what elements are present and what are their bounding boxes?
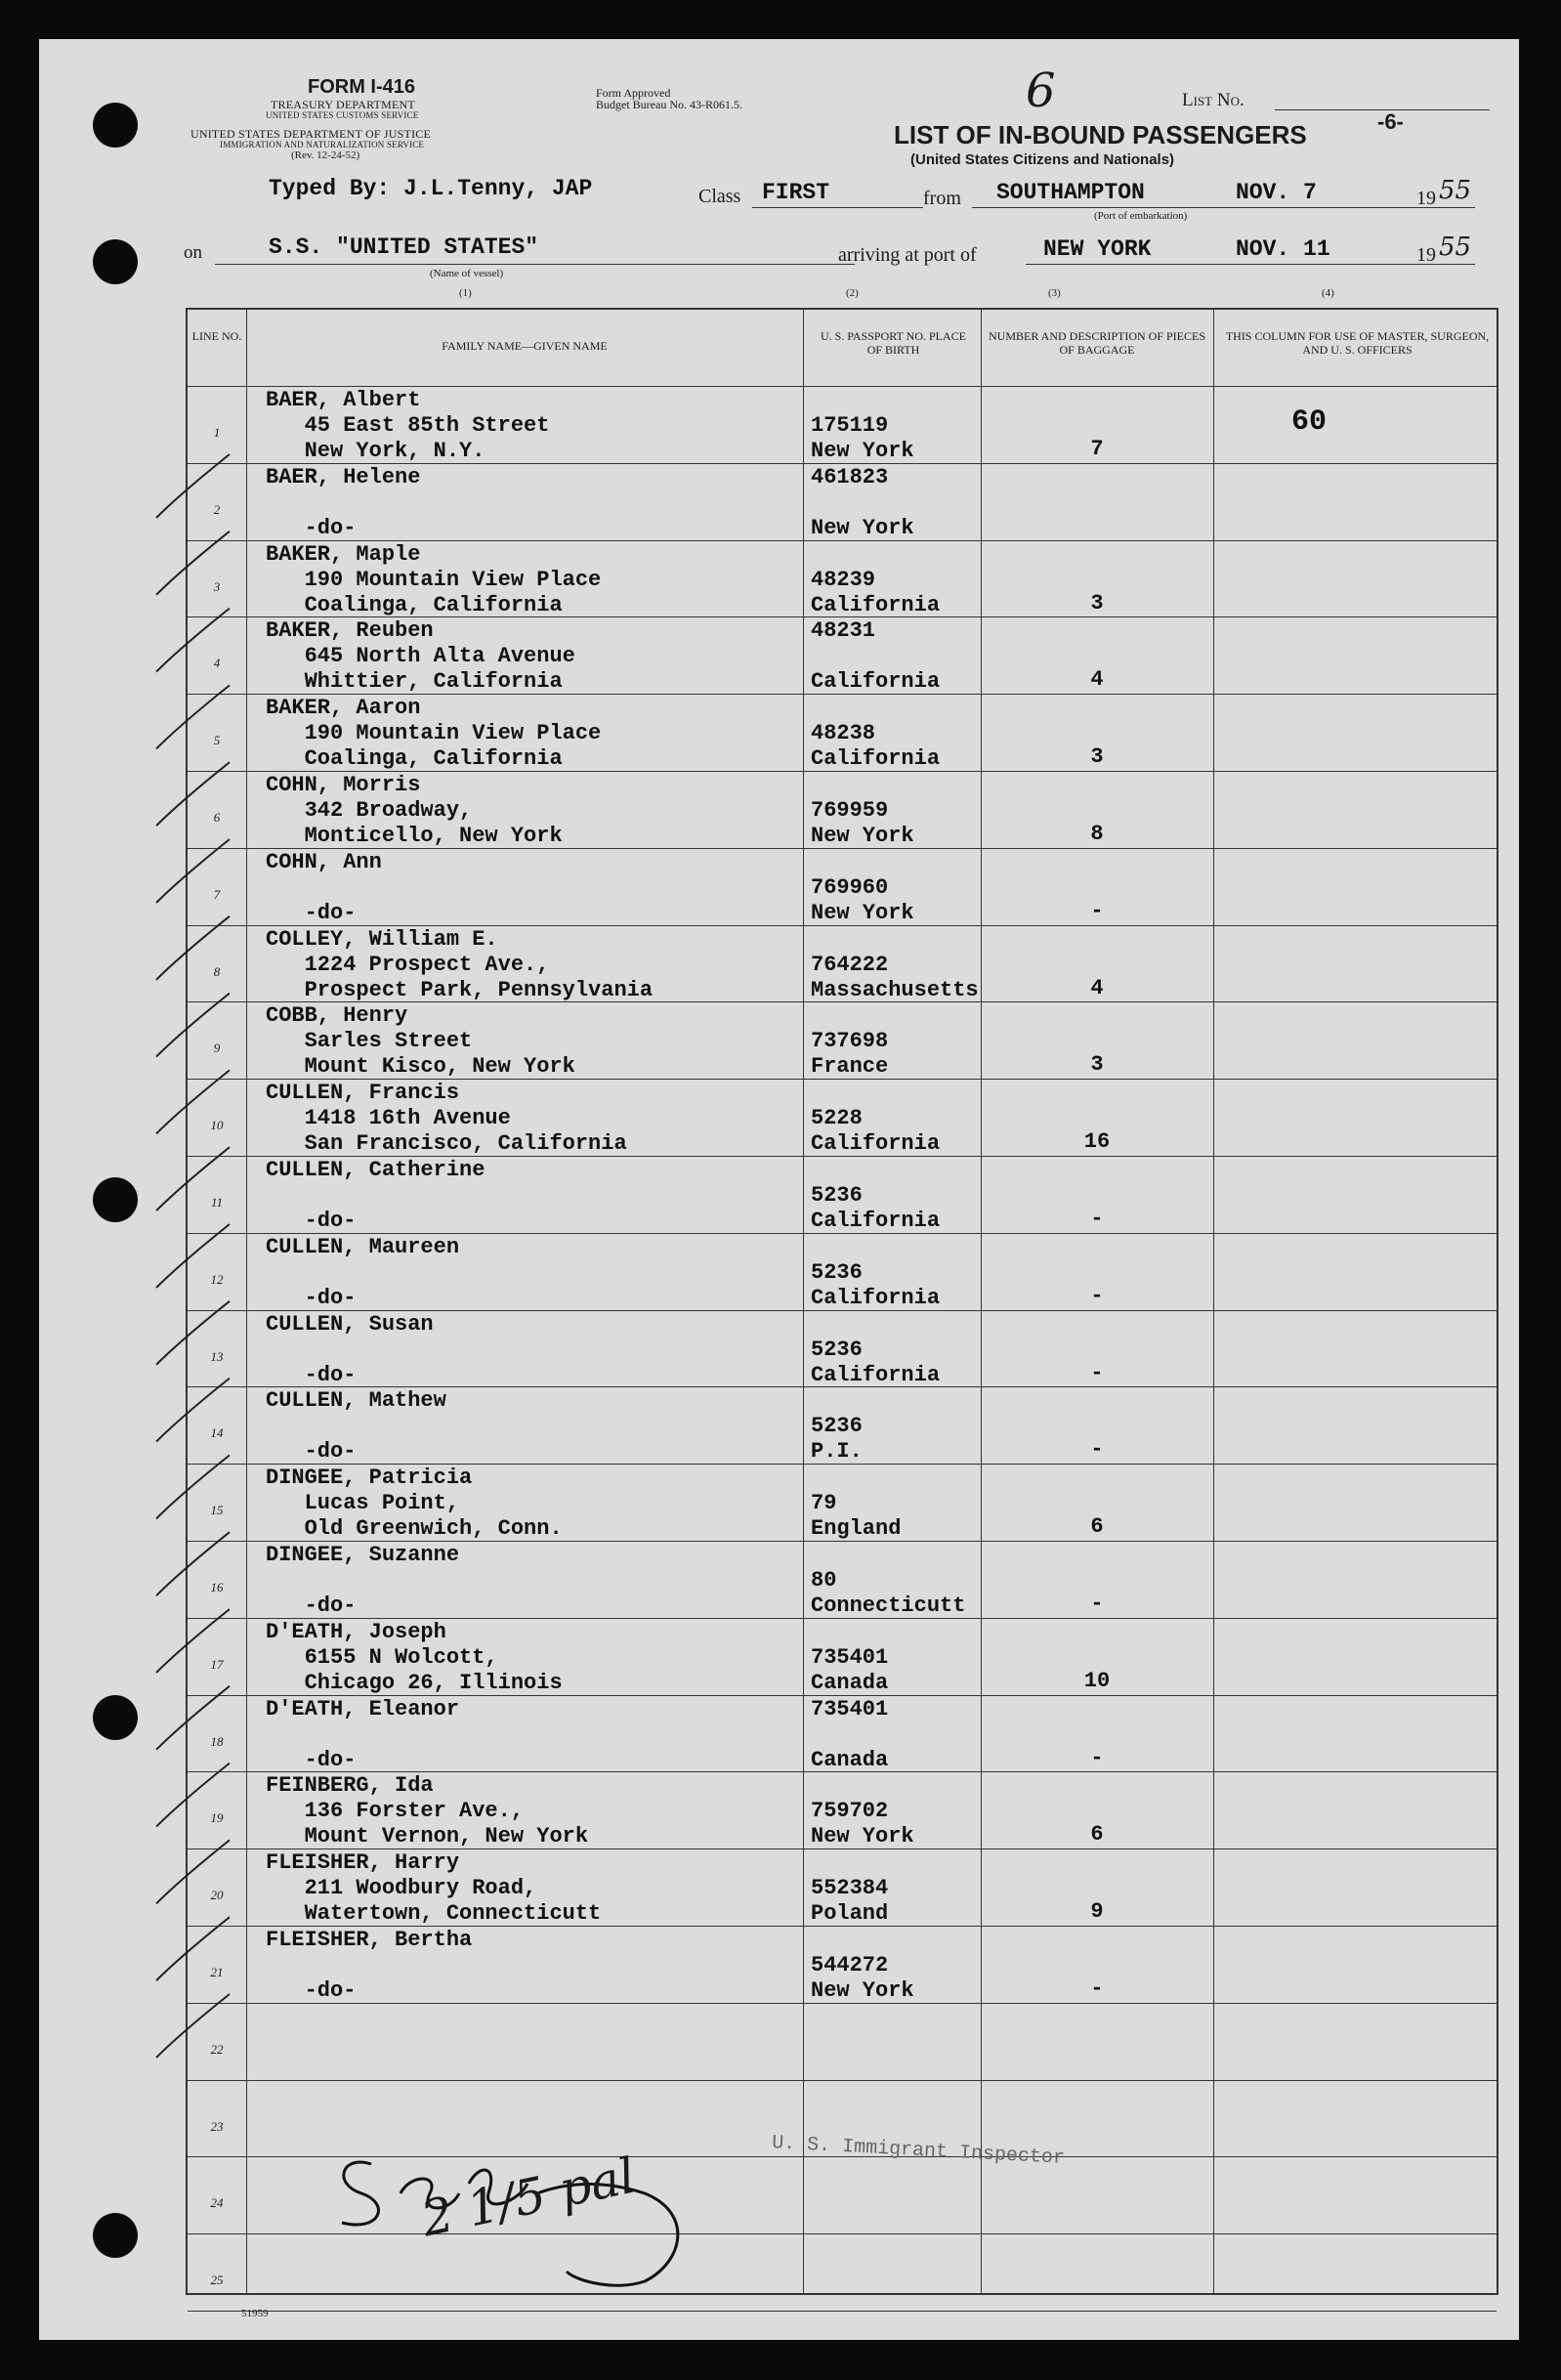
check-mark bbox=[156, 1609, 230, 1673]
inspector-stamp: U. S. Immigrant Inspector bbox=[771, 2132, 1066, 2170]
passenger-name: FLEISHER, Bertha -do- bbox=[266, 1928, 473, 2003]
arrival-port: NEW YORK bbox=[1043, 236, 1152, 262]
list-number-label: List No. bbox=[1182, 90, 1245, 110]
check-mark bbox=[156, 1379, 230, 1442]
vessel-label: (Name of vessel) bbox=[430, 268, 504, 279]
passenger-name: CULLEN, Maureen -do- bbox=[266, 1234, 460, 1310]
passport-birthplace: 759702 New York bbox=[811, 1799, 914, 1849]
passport-birthplace: 80 Connecticutt bbox=[811, 1568, 966, 1618]
on-label: on bbox=[184, 242, 202, 263]
passenger-name: D'EATH, Eleanor -do- bbox=[266, 1696, 460, 1772]
check-mark bbox=[156, 1764, 230, 1827]
treasury-dept: TREASURY DEPARTMENT bbox=[271, 98, 415, 111]
row-line-number: 9 bbox=[213, 1041, 221, 1056]
binder-hole bbox=[93, 239, 138, 284]
arrival-year-prefix: 19 bbox=[1416, 244, 1436, 266]
row-line-number: 1 bbox=[213, 425, 221, 440]
passenger-name: COHN, Ann -do- bbox=[266, 849, 382, 925]
from-date: NOV. 7 bbox=[1236, 180, 1317, 205]
row-line-number: 17 bbox=[210, 1656, 224, 1672]
baggage-count: 7 bbox=[1090, 437, 1104, 461]
check-mark bbox=[156, 1224, 230, 1288]
check-mark bbox=[156, 1455, 230, 1518]
baggage-count: - bbox=[1090, 1283, 1104, 1308]
baggage-count: - bbox=[1090, 1207, 1104, 1231]
passport-birthplace: 79 England bbox=[811, 1491, 902, 1542]
arrival-year: 55 bbox=[1439, 233, 1472, 262]
passport-birthplace: 735401 Canada bbox=[811, 1644, 889, 1695]
binder-hole bbox=[93, 2213, 138, 2258]
header-officers: THIS COLUMN FOR USE OF MASTER, SURGEON, AND U. S. OFFICERS bbox=[1225, 329, 1490, 357]
check-mark bbox=[156, 609, 230, 672]
passenger-name: FEINBERG, Ida 136 Forster Ave., Mount Vernon, New York bbox=[266, 1773, 589, 1849]
from-port: SOUTHAMPTON bbox=[996, 180, 1145, 205]
passport-birthplace: 769959 New York bbox=[811, 798, 914, 848]
binder-hole bbox=[93, 1177, 138, 1222]
binder-hole bbox=[93, 1695, 138, 1740]
col-num-4: (4) bbox=[1322, 287, 1334, 299]
port-embark-label: (Port of embarkation) bbox=[1094, 210, 1188, 222]
justice-dept: UNITED STATES DEPARTMENT OF JUSTICE bbox=[190, 127, 432, 141]
from-year: 55 bbox=[1439, 176, 1472, 205]
check-mark bbox=[156, 454, 230, 518]
vessel-name: S.S. "UNITED STATES" bbox=[269, 234, 539, 260]
passport-birthplace: 48231 California bbox=[811, 618, 941, 695]
baggage-count: - bbox=[1090, 1745, 1104, 1770]
passenger-name: D'EATH, Joseph 6155 N Wolcott, Chicago 26, Illinois bbox=[266, 1619, 563, 1695]
check-mark bbox=[156, 1686, 230, 1750]
page-subtitle: (United States Citizens and Nationals) bbox=[910, 151, 1175, 168]
row-line-number: 4 bbox=[213, 656, 221, 671]
row-line-number: 6 bbox=[213, 810, 221, 825]
passenger-name: CULLEN, Susan -do- bbox=[266, 1311, 434, 1387]
passport-birthplace: 544272 New York bbox=[811, 1953, 914, 2003]
passport-birthplace: 5236 California bbox=[811, 1259, 941, 1310]
baggage-count: - bbox=[1090, 1976, 1104, 2001]
baggage-count: 6 bbox=[1090, 1822, 1104, 1848]
baggage-count: 16 bbox=[1083, 1129, 1111, 1155]
from-label: from bbox=[923, 188, 961, 209]
check-mark bbox=[156, 1532, 230, 1595]
list-number-handwritten: 6 bbox=[1026, 64, 1056, 118]
row-line-number: 3 bbox=[213, 578, 221, 594]
list-number-typed: -6- bbox=[1377, 109, 1404, 134]
passport-birthplace: 461823 New York bbox=[811, 464, 914, 540]
check-mark bbox=[156, 1070, 230, 1133]
passenger-name: CULLEN, Catherine -do- bbox=[266, 1158, 485, 1233]
row-line-number: 25 bbox=[210, 2273, 224, 2288]
footer-code: 51959 bbox=[241, 2308, 269, 2319]
passport-birthplace: 735401 Canada bbox=[811, 1696, 889, 1772]
form-approved: Form Approved bbox=[596, 86, 671, 100]
handwritten-note: 2 1/5 pal bbox=[416, 2146, 641, 2248]
passenger-name: BAKER, Aaron 190 Mountain View Place Coalinga, California bbox=[266, 696, 602, 772]
passport-birthplace: 737698 France bbox=[811, 1029, 889, 1080]
baggage-count: 4 bbox=[1090, 975, 1104, 1000]
passenger-name: BAKER, Reuben 645 North Alta Avenue Whittier, California bbox=[266, 618, 575, 695]
passport-birthplace: 5236 P.I. bbox=[811, 1414, 863, 1465]
passenger-name: BAKER, Maple 190 Mountain View Place Coalinga, California bbox=[266, 541, 602, 617]
passenger-name: BAER, Helene -do- bbox=[266, 464, 421, 540]
from-year-prefix: 19 bbox=[1416, 188, 1436, 209]
passenger-name: DINGEE, Patricia Lucas Point, Old Greenwich, Conn. bbox=[266, 1466, 563, 1542]
passenger-name: COLLEY, William E. 1224 Prospect Ave., Prospect Park, Pennsylvania bbox=[266, 926, 654, 1002]
header-passport: U. S. PASSPORT NO. PLACE OF BIRTH bbox=[821, 329, 966, 357]
form-revision: (Rev. 12-24-52) bbox=[291, 149, 360, 161]
baggage-count: 3 bbox=[1090, 744, 1104, 770]
passport-birthplace: 48239 California bbox=[811, 567, 941, 617]
row-line-number: 18 bbox=[210, 1733, 224, 1749]
class-value: FIRST bbox=[762, 180, 830, 205]
form-number: FORM I-416 bbox=[308, 76, 416, 98]
check-mark bbox=[156, 1301, 230, 1365]
row-line-number: 8 bbox=[213, 963, 221, 979]
margin-check-marks bbox=[98, 449, 234, 2159]
check-mark bbox=[156, 1840, 230, 1903]
passenger-name: FLEISHER, Harry 211 Woodbury Road, Watertown, Connecticutt bbox=[266, 1850, 602, 1927]
row-line-number: 16 bbox=[210, 1580, 224, 1594]
check-mark bbox=[156, 1917, 230, 1980]
passport-birthplace: 764222 Massachusetts bbox=[811, 952, 979, 1002]
row-line-number: 11 bbox=[210, 1195, 224, 1210]
passport-birthplace: 552384 Poland bbox=[811, 1876, 889, 1927]
row-line-number: 15 bbox=[210, 1503, 224, 1518]
check-mark bbox=[156, 994, 230, 1057]
passport-birthplace: 5228 California bbox=[811, 1106, 941, 1157]
col-num-3: (3) bbox=[1048, 287, 1061, 299]
row-line-number: 10 bbox=[210, 1118, 224, 1133]
check-mark bbox=[156, 531, 230, 595]
col-num-1: (1) bbox=[459, 287, 472, 299]
baggage-count: - bbox=[1090, 1360, 1104, 1385]
arrival-date: NOV. 11 bbox=[1236, 236, 1330, 262]
baggage-count: 8 bbox=[1090, 822, 1104, 846]
ins-service: IMMIGRATION AND NATURALIZATION SERVICE bbox=[220, 140, 425, 149]
baggage-count: - bbox=[1090, 1592, 1104, 1616]
form-page bbox=[39, 39, 1519, 2340]
officer-note: 60 bbox=[1291, 405, 1328, 439]
row-line-number: 20 bbox=[210, 1888, 224, 1903]
header-name: FAMILY NAME—GIVEN NAME bbox=[442, 339, 608, 353]
row-line-number: 12 bbox=[210, 1271, 224, 1287]
baggage-count: 3 bbox=[1090, 1052, 1104, 1078]
check-mark bbox=[156, 916, 230, 980]
typed-by: Typed By: J.L.Tenny, JAP bbox=[269, 176, 593, 201]
check-mark bbox=[156, 1147, 230, 1211]
passenger-name: COBB, Henry Sarles Street Mount Kisco, New York bbox=[266, 1003, 575, 1080]
row-line-number: 23 bbox=[210, 2118, 224, 2134]
baggage-count: 9 bbox=[1090, 1899, 1104, 1925]
passenger-table bbox=[186, 308, 1498, 2295]
page-title: LIST OF IN-BOUND PASSENGERS bbox=[894, 120, 1307, 149]
passport-birthplace: 175119 New York bbox=[811, 413, 914, 463]
row-line-number: 21 bbox=[210, 1965, 224, 1979]
budget-bureau: Budget Bureau No. 43-R061.5. bbox=[596, 98, 742, 111]
customs-service: UNITED STATES CUSTOMS SERVICE bbox=[266, 110, 419, 120]
passport-birthplace: 5236 California bbox=[811, 1183, 941, 1233]
binder-hole bbox=[93, 103, 138, 148]
passenger-name: COHN, Morris 342 Broadway, Monticello, New York bbox=[266, 773, 563, 848]
passenger-name: DINGEE, Suzanne -do- bbox=[266, 1543, 460, 1618]
passenger-name: CULLEN, Francis 1418 16th Avenue San Francisco, California bbox=[266, 1081, 627, 1157]
row-line-number: 13 bbox=[210, 1348, 224, 1364]
row-line-number: 22 bbox=[210, 2041, 224, 2057]
check-mark bbox=[156, 1994, 230, 2058]
check-mark bbox=[156, 839, 230, 903]
baggage-count: 10 bbox=[1083, 1668, 1111, 1693]
baggage-count: 3 bbox=[1090, 590, 1104, 616]
row-line-number: 19 bbox=[210, 1810, 224, 1826]
passport-birthplace: 5236 California bbox=[811, 1337, 941, 1387]
header-line-no: LINE NO. bbox=[191, 329, 242, 343]
header-baggage: NUMBER AND DESCRIPTION OF PIECES OF BAGGAGE bbox=[988, 329, 1206, 357]
passenger-name: CULLEN, Mathew -do- bbox=[266, 1388, 446, 1465]
check-mark bbox=[156, 685, 230, 748]
row-line-number: 24 bbox=[210, 2195, 224, 2211]
baggage-count: 4 bbox=[1090, 667, 1104, 693]
col-num-2: (2) bbox=[846, 287, 859, 299]
row-line-number: 2 bbox=[213, 501, 221, 517]
row-line-number: 7 bbox=[213, 886, 221, 902]
class-label: Class bbox=[698, 186, 741, 207]
passport-birthplace: 769960 New York bbox=[811, 874, 914, 925]
passport-birthplace: 48238 California bbox=[811, 721, 941, 772]
baggage-count: - bbox=[1090, 898, 1104, 923]
row-line-number: 14 bbox=[210, 1425, 224, 1441]
row-line-number: 5 bbox=[213, 733, 221, 748]
check-mark bbox=[156, 762, 230, 826]
passenger-name: BAER, Albert 45 East 85th Street New York, N.Y. bbox=[266, 388, 550, 463]
baggage-count: - bbox=[1090, 1437, 1104, 1463]
baggage-count: 6 bbox=[1090, 1514, 1104, 1540]
arriving-label: arriving at port of bbox=[838, 244, 977, 266]
